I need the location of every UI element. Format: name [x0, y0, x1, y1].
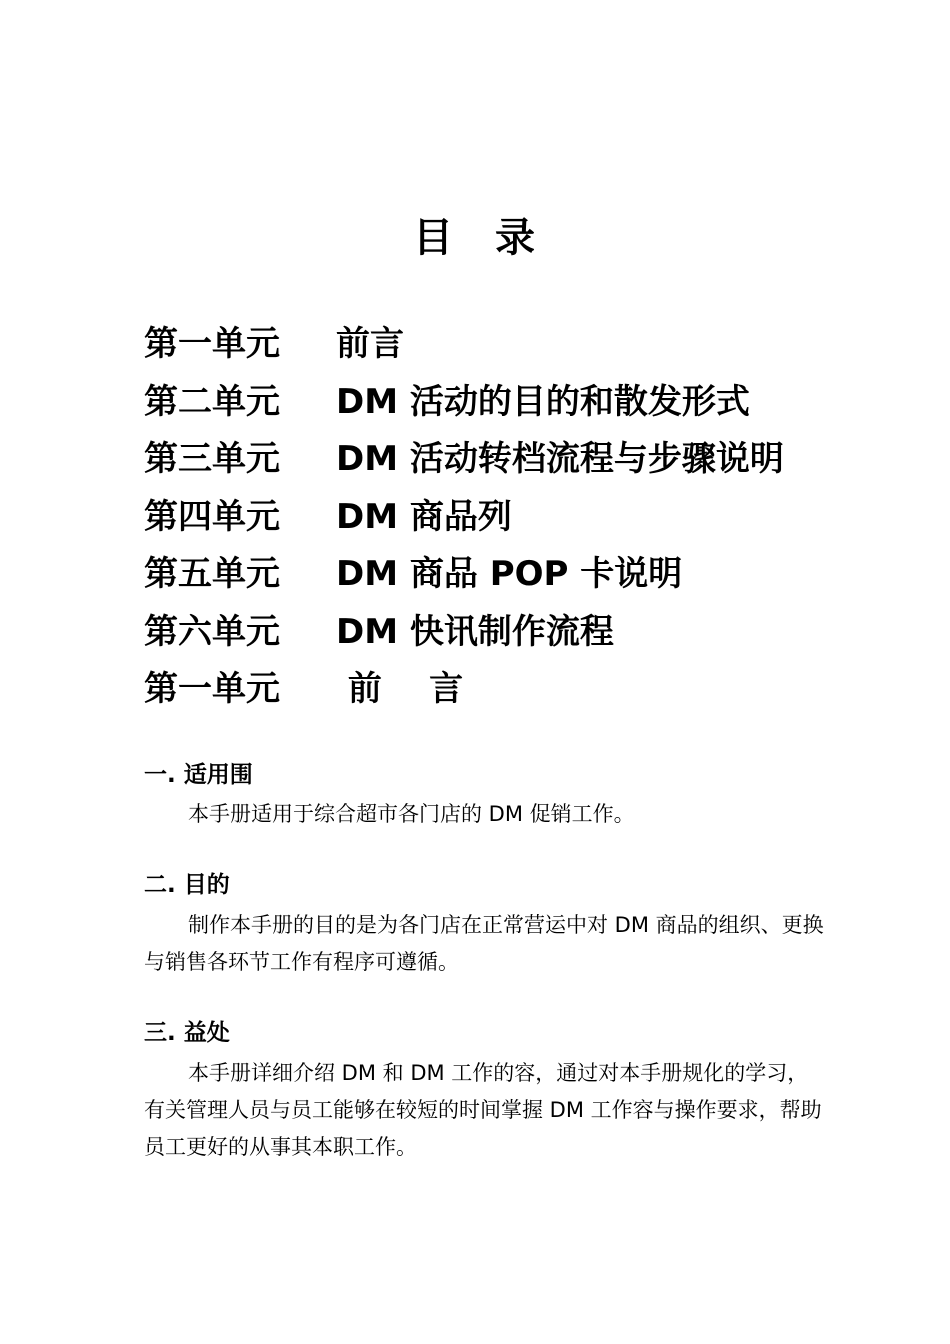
chapter-heading	[144, 661, 844, 719]
section-heading-benefit: 三. 益处	[144, 1020, 230, 1046]
toc-title-char-2: 录	[495, 215, 537, 261]
toc-entry-name: DM 商品 POP 卡说明	[336, 554, 683, 594]
section-body-benefit: 本手册详细介绍 DM 和 DM 工作的容，通过对本手册规化的学习，有关管理人员与员工能够在较短的时间掌握 DM 工作容与操作要求，帮助员工更好的从事其本职工作。	[144, 1061, 822, 1159]
toc-entry-unit: 第四单元	[144, 496, 280, 537]
section-heading-purpose: 二. 目的	[144, 872, 230, 898]
toc-entry	[144, 546, 844, 604]
toc-entry	[144, 489, 844, 547]
toc-entry-name: DM 活动的目的和散发形式	[336, 381, 750, 422]
toc-entry-unit: 第三单元	[144, 439, 280, 479]
toc-entry-name: DM 商品列	[336, 496, 512, 537]
toc-title-char-1: 目	[413, 215, 455, 261]
section-body-scope: 本手册适用于综合超市各门店的 DM 促销工作。	[188, 802, 635, 826]
section-body-purpose: 制作本手册的目的是为各门店在正常营运中对 DM 商品的组织、更换与销售各环节工作有程序可遵循。	[144, 913, 824, 974]
toc-entry-unit: 第一单元	[144, 324, 280, 364]
toc-entry-unit: 第二单元	[144, 381, 280, 422]
toc-entry-unit: 第五单元	[144, 554, 280, 594]
toc-entry-unit: 第六单元	[144, 611, 280, 652]
toc-title	[0, 212, 950, 264]
chapter-heading-unit: 第一单元	[144, 669, 280, 709]
toc-entry-name: 前言	[336, 324, 404, 364]
section-heading-scope: 一. 适用围	[144, 762, 253, 788]
toc-entry	[144, 374, 844, 432]
toc-entry-name: DM 活动转档流程与步骤说明	[336, 439, 784, 479]
toc-entry	[144, 431, 844, 489]
toc-entry	[144, 316, 844, 374]
chapter-heading-name: 前 言	[336, 669, 464, 709]
toc-entry	[144, 604, 844, 662]
toc-entry-name: DM 快讯制作流程	[336, 611, 614, 652]
toc-list	[144, 316, 844, 719]
